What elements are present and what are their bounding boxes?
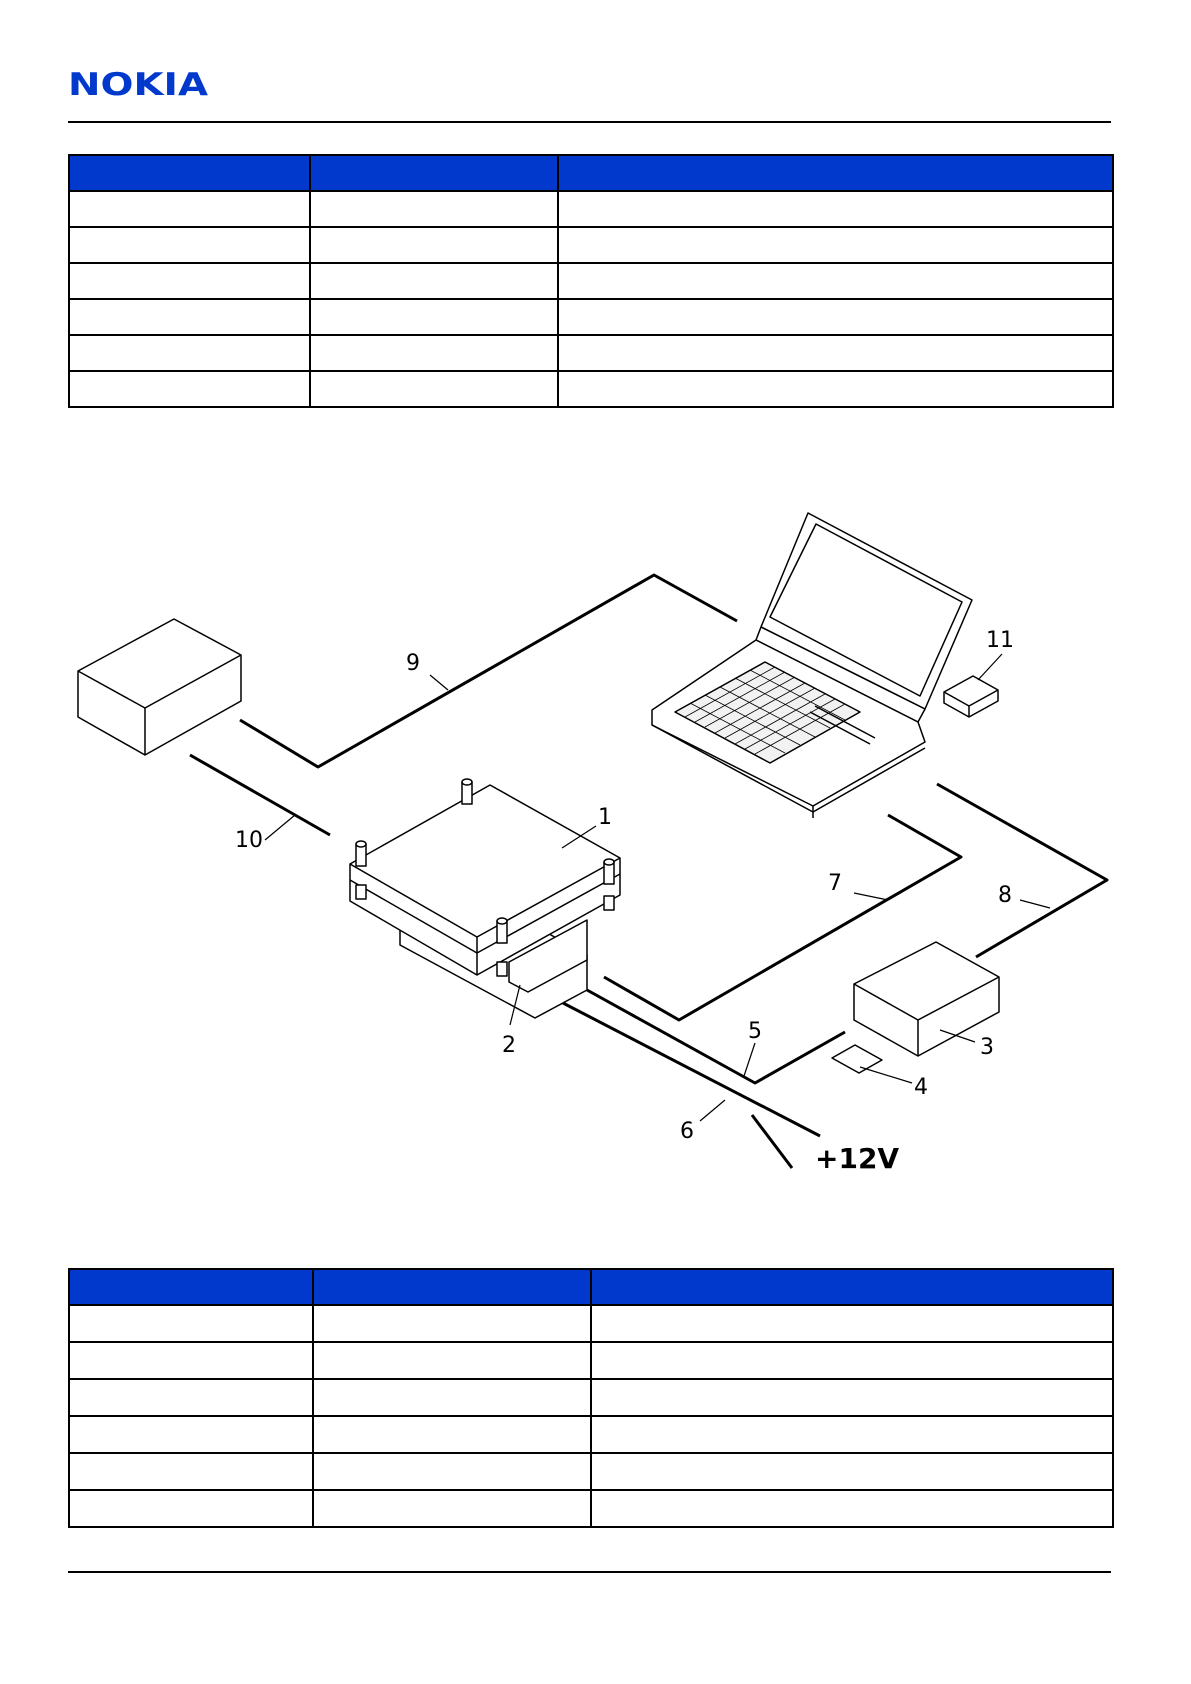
callout-2: 2 [502,1033,516,1058]
table-cell [313,1379,591,1416]
setup-diagram [68,500,1118,1200]
table-cell [558,371,1113,407]
test-fixture [350,779,620,1018]
table-header-row [69,1269,1113,1305]
table-cell [69,1490,313,1527]
table-cell [313,1342,591,1379]
table-cell [69,191,310,227]
card-4 [832,1045,882,1073]
callout-4: 4 [914,1075,928,1100]
callout-9: 9 [406,651,420,676]
power-label: +12V [815,1142,900,1175]
table-cell [69,1453,313,1490]
table-row [69,371,1113,407]
table-cell [69,299,310,335]
column-header [69,1269,313,1305]
table-cell [69,371,310,407]
table-cell [591,1453,1113,1490]
table-row [69,299,1113,335]
callout-11: 11 [986,628,1014,653]
table-cell [591,1379,1113,1416]
callout-7: 7 [828,871,842,896]
table-cell [558,299,1113,335]
cables [190,575,1107,1168]
table-cell [69,263,310,299]
table-cell [310,371,558,407]
table-cell [313,1305,591,1342]
cable-9 [240,575,737,767]
unit-box-left [78,619,241,755]
table-cell [313,1416,591,1453]
column-header [591,1269,1113,1305]
callout-1: 1 [598,805,612,830]
column-header [313,1269,591,1305]
table-cell [310,299,558,335]
table-row [69,1342,1113,1379]
table-cell [558,227,1113,263]
table-row [69,1453,1113,1490]
nokia-logo [68,68,210,98]
callout-5: 5 [748,1019,762,1044]
table-header-row [69,155,1113,191]
table-row [69,1379,1113,1416]
table-cell [69,335,310,371]
table-row [69,1416,1113,1453]
header-divider [68,121,1111,123]
small-unit-11 [944,676,998,717]
callout-3: 3 [980,1035,994,1060]
table-cell [558,263,1113,299]
table-cell [591,1305,1113,1342]
table-cell [591,1490,1113,1527]
top-table [68,154,1114,408]
table-cell [310,227,558,263]
table-cell [69,227,310,263]
table-cell [591,1342,1113,1379]
callout-10: 10 [235,828,263,853]
table-row [69,335,1113,371]
callout-8: 8 [998,883,1012,908]
table-row [69,191,1113,227]
table-row [69,1490,1113,1527]
table-cell [69,1416,313,1453]
bottom-table [68,1268,1114,1528]
column-header [310,155,558,191]
table-cell [69,1305,313,1342]
footer-divider [68,1571,1111,1573]
cable-8 [937,784,1107,957]
table-cell [313,1453,591,1490]
table-cell [313,1490,591,1527]
cable-6-branch [752,1115,792,1168]
table-cell [69,1379,313,1416]
table-row [69,227,1113,263]
table-cell [310,191,558,227]
table-row [69,1305,1113,1342]
table-cell [558,191,1113,227]
table-cell [558,335,1113,371]
table-cell [69,1342,313,1379]
laptop [652,513,972,818]
table-cell [310,335,558,371]
svg-text:NOKIA: NOKIA [68,68,208,98]
table-cell [310,263,558,299]
cable-10 [190,755,330,835]
column-header [69,155,310,191]
callout-6: 6 [680,1119,694,1144]
unit-box-3 [854,942,999,1056]
table-cell [591,1416,1113,1453]
table-row [69,263,1113,299]
column-header [558,155,1113,191]
